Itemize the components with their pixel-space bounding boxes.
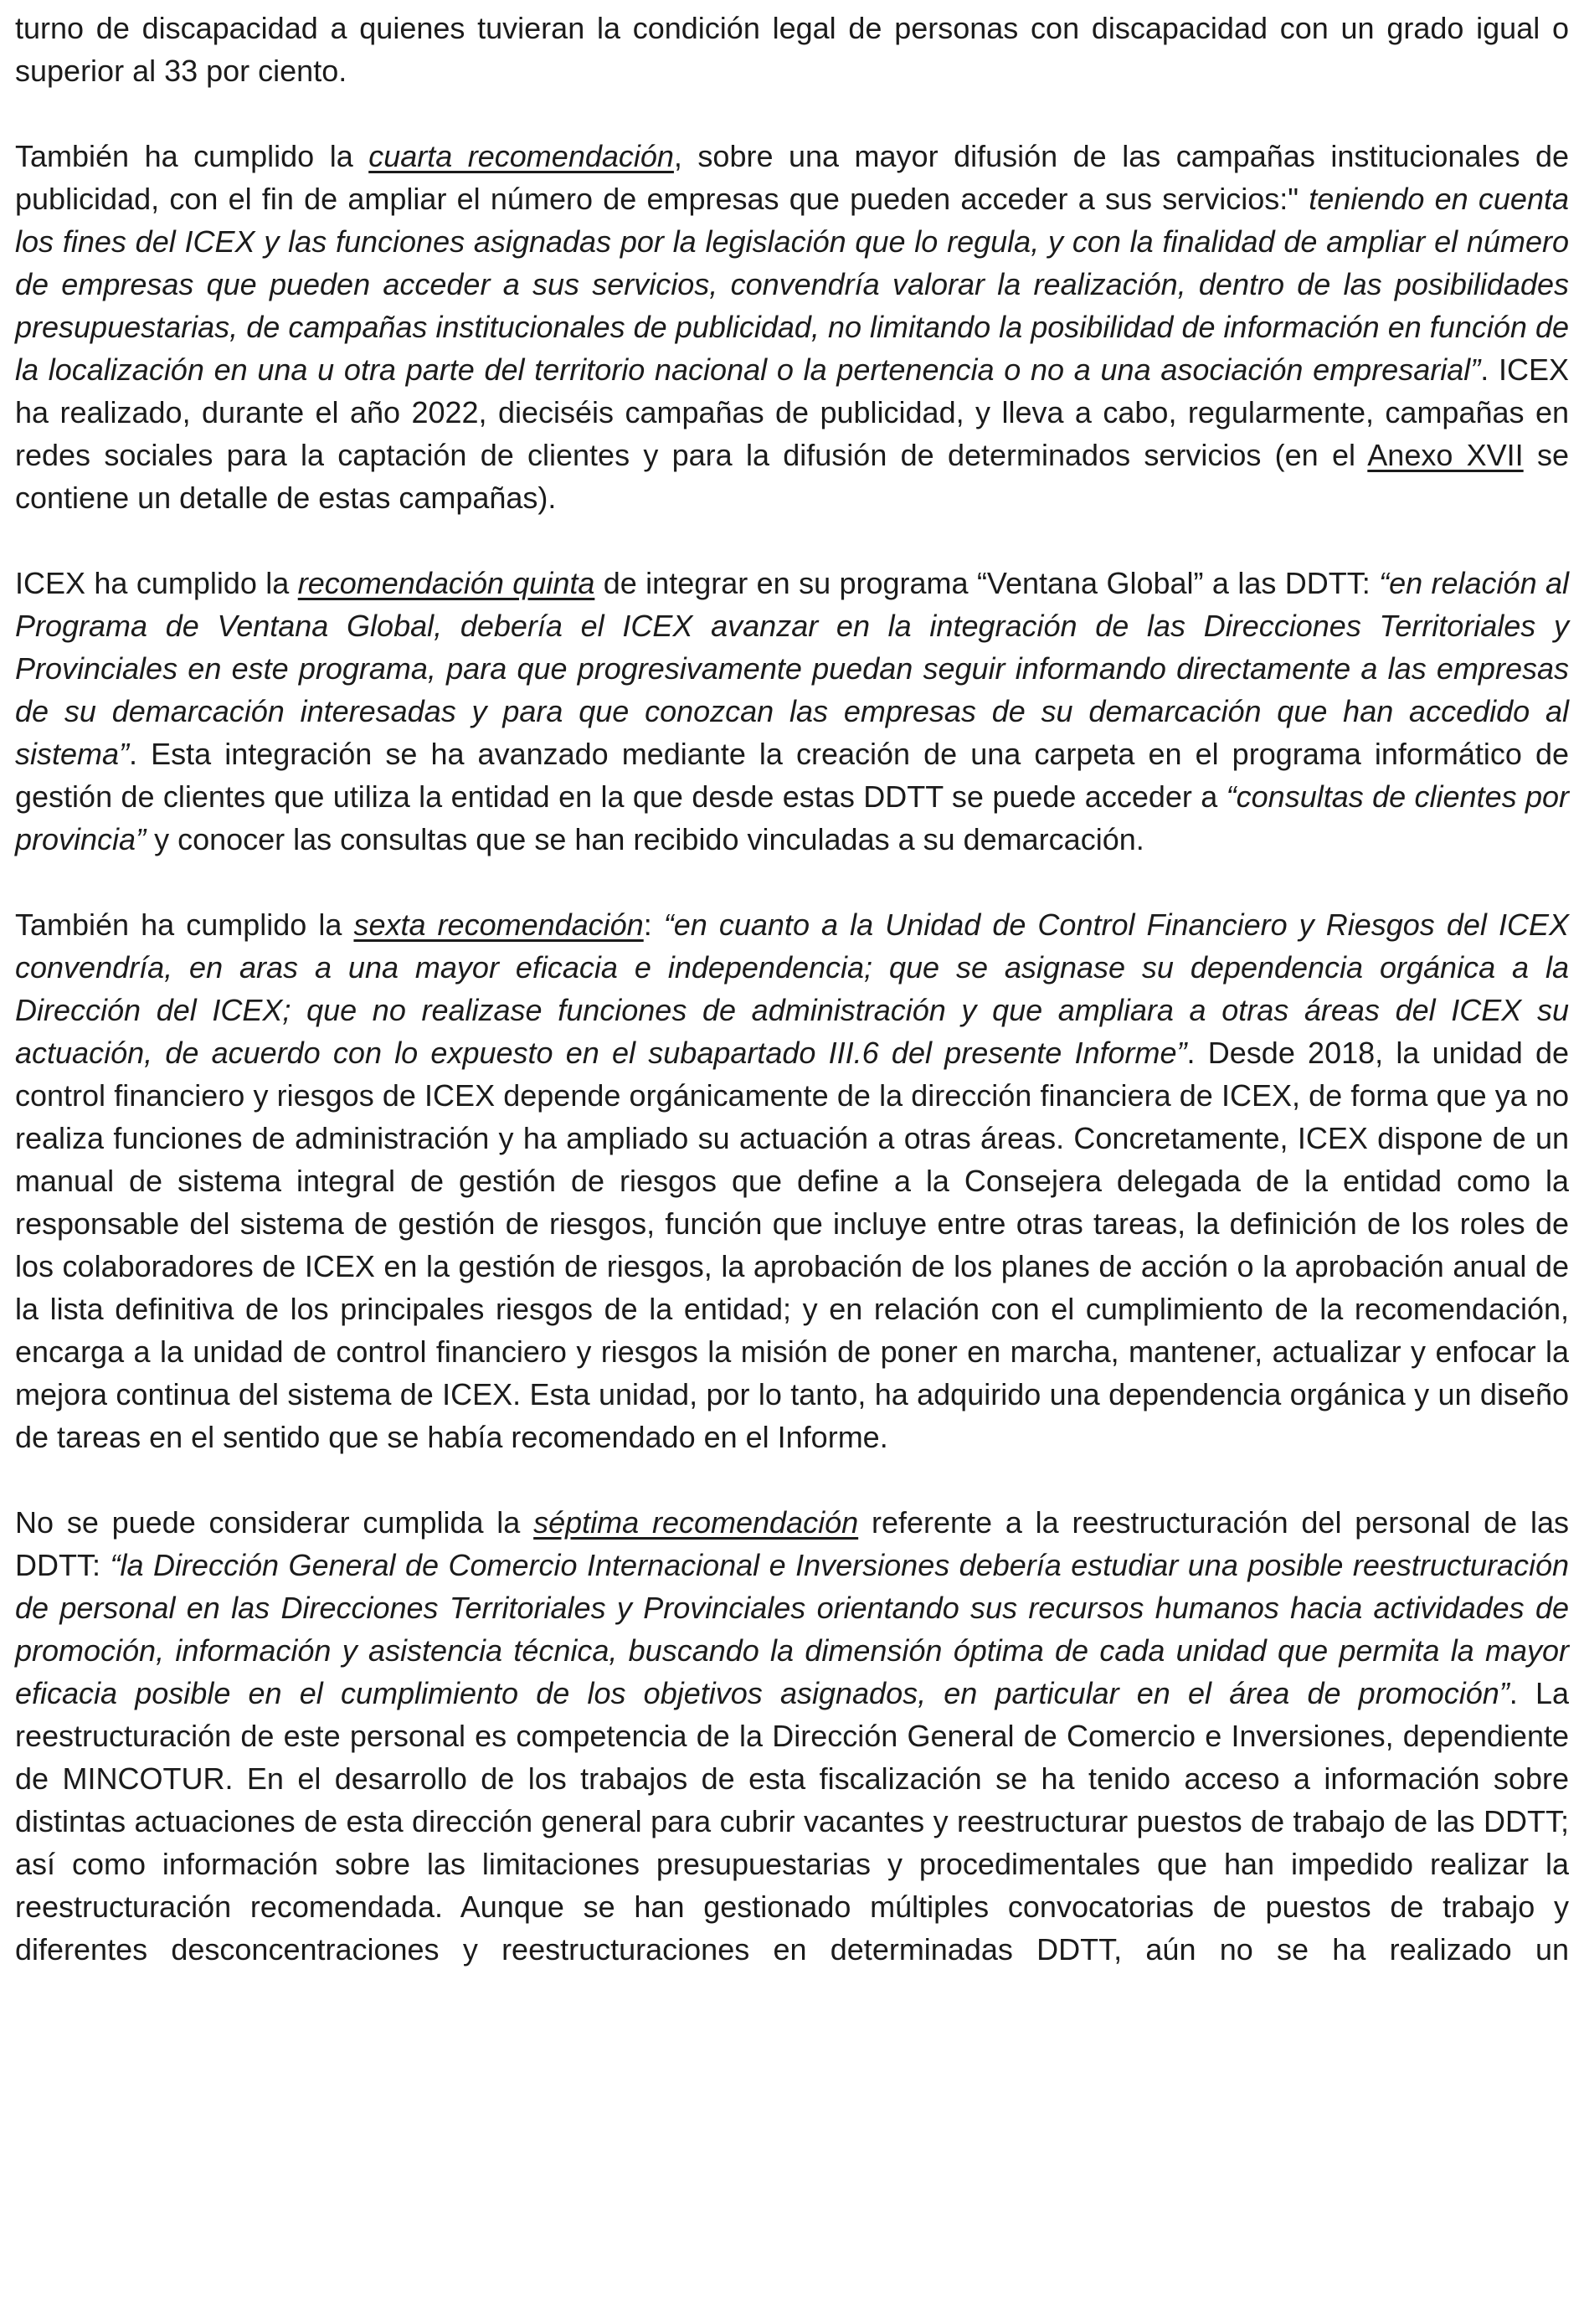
paragraph <box>15 562 1569 861</box>
body-text: No se puede considerar cumplida la <box>15 1505 534 1540</box>
paragraph <box>15 903 1569 1458</box>
quoted-italic-text: “consultas de clientes por provincia” <box>15 779 1570 856</box>
emphasis-underline-text: séptima recomendación <box>533 1505 859 1540</box>
body-text: ICEX ha cumplido la <box>15 566 298 600</box>
body-text: También ha cumplido la <box>15 139 369 173</box>
body-text: , sobre una mayor difusión de las campañas institucionales de publicidad, con el fin de ampliar el número de empresas que pueden acceder a sus servicios:" <box>15 139 1569 216</box>
paragraph <box>15 135 1569 519</box>
quoted-italic-text: “la Dirección General de Comercio Internacional e Inversiones debería estudiar una posible reestructuración de personal en las Direcciones Territoriales y Provinciales orientando sus recursos humanos hacia actividades de promoción, información y asistencia técnica, buscando la dimensión óptima de cada unidad que permita la mayor eficacia posible en el cumplimiento de los objetivos asignados, en particular en el área de promoción” <box>15 1548 1569 1710</box>
body-text: de integrar en su programa “Ventana Global” a las DDTT: <box>594 566 1380 600</box>
body-text: : <box>643 907 664 942</box>
body-text: turno de discapacidad a quienes tuvieran la condición legal de personas con discapacidad con un grado igual o superior al 33 por ciento. <box>15 11 1569 88</box>
body-text: y conocer las consultas que se han recibido vinculadas a su demarcación. <box>146 822 1144 856</box>
quoted-italic-text: teniendo en cuenta los fines del ICEX y las funciones asignadas por la legislación que lo regula, y con la finalidad de ampliar el número de empresas que pueden acceder a sus servicios, convendría valorar la realización, dentro de las posibilidades presupuestarias, de campañas institucionales de publicidad, no limitando la posibilidad de información en función de la localización en una u otra parte del territorio nacional o la pertenencia o no a una asociación empresarial” <box>15 182 1569 387</box>
quoted-italic-text: “en relación al Programa de Ventana Global, debería el ICEX avanzar en la integración de las Direcciones Territoriales y Provinciales en este programa, para que progresivamente puedan seguir informando directamente a las empresas de su demarcación interesadas y para que conozcan las empresas de su demarcación que han accedido al sistema” <box>15 566 1570 771</box>
underline-text: Anexo XVII <box>1367 438 1524 472</box>
emphasis-underline-text: cuarta recomendación <box>368 139 674 173</box>
body-text: También ha cumplido la <box>15 907 354 942</box>
emphasis-underline-text: sexta recomendación <box>353 907 644 942</box>
paragraph <box>15 7 1569 92</box>
body-text: . Desde 2018, la unidad de control financiero y riesgos de ICEX depende orgánicamente de la dirección financiera de ICEX, de forma que ya no realiza funciones de administración y ha ampliado su actuación a otras áreas. Concretamente, ICEX dispone de un manual de sistema integral de gestión de riesgos que define a la Consejera delegada de la entidad como la responsable del sistema de gestión de riesgos, función que incluye entre otras tareas, la definición de los roles de los colaboradores de ICEX en la gestión de riesgos, la aprobación de los planes de acción o la aprobación anual de la lista definitiva de los principales riesgos de la entidad; y en relación con el cumplimiento de la recomendación, encarga a la unidad de control financiero y riesgos la misión de poner en marcha, mantener, actualizar y enfocar la mejora continua del sistema de ICEX. Esta unidad, por lo tanto, ha adquirido una dependencia orgánica y un diseño de tareas en el sentido que se había recomendado en el Informe. <box>15 1036 1569 1454</box>
body-text: . ICEX ha realizado, durante el año 2022, dieciséis campañas de publicidad, y lleva a cabo, regularmente, campañas en redes sociales para la captación de clientes y para la difusión de determinados servicios (en el <box>15 352 1569 472</box>
paragraph <box>15 1501 1569 1971</box>
quoted-italic-text: “en cuanto a la Unidad de Control Financiero y Riesgos del ICEX convendría, en aras a una mayor eficacia e independencia; que se asignase su dependencia orgánica a la Dirección del ICEX; que no realizase funciones de administración y que ampliara a otras áreas del ICEX su actuación, de acuerdo con lo expuesto en el subapartado III.6 del presente Informe” <box>15 907 1569 1070</box>
emphasis-underline-text: recomendación quinta <box>297 566 595 600</box>
body-text: . La reestructuración de este personal es competencia de la Dirección General de Comercio e Inversiones, dependiente de MINCOTUR. En el desarrollo de los trabajos de esta fiscalización se ha tenido acceso a información sobre distintas actuaciones de esta dirección general para cubrir vacantes y reestructurar puestos de trabajo de las DDTT; así como información sobre las limitaciones presupuestarias y procedimentales que han impedido realizar la reestructuración recomendada. Aunque se han gestionado múltiples convocatorias de puestos de trabajo y diferentes desconcentraciones y reestructuraciones en determinadas DDTT, aún no se ha realizado un <box>15 1676 1570 1967</box>
body-text: referente a la reestructuración del personal de las DDTT: <box>15 1505 1570 1582</box>
body-text: . Esta integración se ha avanzado mediante la creación de una carpeta en el programa informático de gestión de clientes que utiliza la entidad en la que desde estas DDTT se puede acceder a <box>15 737 1569 814</box>
body-text: se contiene un detalle de estas campañas). <box>15 438 1569 515</box>
